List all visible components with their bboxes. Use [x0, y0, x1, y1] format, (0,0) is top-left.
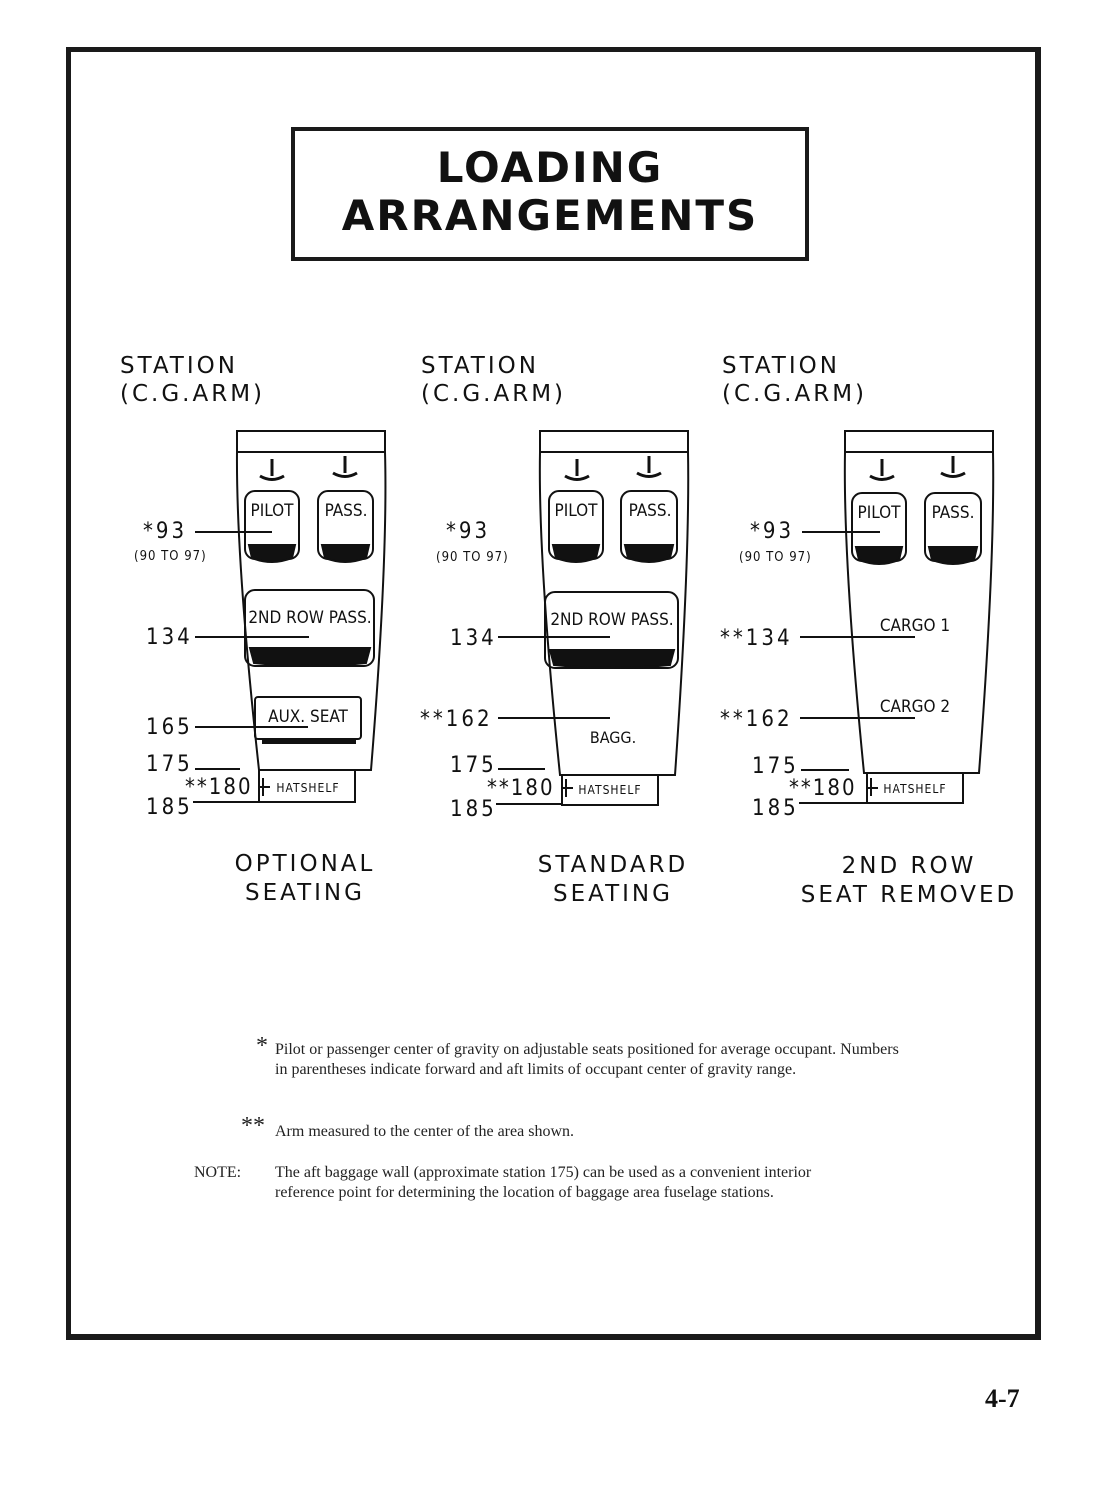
caption-standard	[508, 851, 718, 909]
caption-line: 2ND ROW	[841, 853, 977, 879]
station-165: 165	[146, 715, 193, 740]
seat-label-aux: AUX. SEAT	[268, 707, 348, 727]
station-175: 175	[450, 753, 497, 778]
note-double-star-text: Arm measured to the center of the area shown.	[275, 1123, 574, 1140]
station-162: **162	[720, 707, 793, 732]
bagg-label: BAGG.	[589, 728, 637, 747]
station-185: 185	[752, 796, 799, 821]
station-93: *93	[446, 519, 491, 544]
seat-label-pilot: PILOT	[250, 501, 294, 521]
page-number: 4-7	[985, 1384, 1020, 1413]
fuselage-outline	[540, 431, 688, 775]
note-star-text: Pilot or passenger center of gravity on adjustable seats positioned for average occupant. Numbers in parentheses indicate forward and aft limits of occupant center of gravity range.	[275, 1041, 899, 1078]
station-180: **180	[487, 776, 555, 801]
station-range: (90 TO 97)	[739, 550, 812, 565]
seat-label-pass: PASS.	[324, 501, 368, 521]
station-162: **162	[420, 707, 493, 732]
seat-label-pilot: PILOT	[554, 501, 598, 521]
caption-line: OPTIONAL	[234, 851, 376, 877]
station-heading-line2: (C.G.ARM)	[120, 381, 266, 407]
hatshelf-label: HATSHELF	[883, 782, 947, 796]
caption-line: SEAT REMOVED	[800, 882, 1018, 908]
caption-optional	[205, 850, 405, 908]
double-asterisk-mark: **	[241, 1113, 265, 1139]
caption-line: STANDARD	[537, 852, 689, 878]
station-185: 185	[146, 795, 193, 820]
seat-label-pass: PASS.	[628, 501, 672, 521]
second-row-seat	[545, 592, 678, 668]
station-134: 134	[146, 625, 193, 650]
hatshelf-label: HATSHELF	[276, 781, 340, 795]
yoke-icon	[565, 459, 589, 480]
cargo1-label: CARGO 1	[879, 616, 951, 636]
seat-label-pass: PASS.	[931, 503, 975, 523]
seat-label-second-row: 2ND ROW PASS.	[550, 610, 674, 630]
station-93: *93	[143, 519, 188, 544]
title-line-2: ARRANGEMENTS	[341, 191, 759, 240]
seat-label-second-row: 2ND ROW PASS.	[248, 608, 372, 628]
fuselage-outline	[845, 431, 993, 773]
station-heading-line2: (C.G.ARM)	[722, 381, 868, 407]
yoke-icon	[260, 459, 284, 480]
seat-label-pilot: PILOT	[857, 503, 901, 523]
station-175: 175	[146, 752, 193, 777]
yoke-icon	[333, 456, 357, 477]
yoke-icon	[870, 459, 894, 480]
station-heading-line2: (C.G.ARM)	[421, 381, 567, 407]
caption-removed	[798, 852, 1020, 910]
station-185: 185	[450, 797, 497, 822]
hatshelf-label: HATSHELF	[578, 783, 642, 797]
yoke-icon	[941, 456, 965, 477]
note-label: NOTE:	[194, 1164, 242, 1181]
single-asterisk-mark: *	[256, 1033, 268, 1059]
caption-line: SEATING	[245, 880, 365, 906]
caption-line: SEATING	[553, 881, 673, 907]
station-range: (90 TO 97)	[436, 550, 509, 565]
second-row-seat	[245, 590, 374, 666]
station-180: **180	[789, 776, 857, 801]
station-134: **134	[720, 626, 793, 651]
yoke-icon	[637, 456, 661, 477]
title-line-1: LOADING	[436, 143, 664, 192]
note-text: The aft baggage wall (approximate station 175) can be used as a convenient interior reference point for determining the location of baggage area fuselage stations.	[275, 1164, 812, 1201]
station-175: 175	[752, 754, 799, 779]
station-heading-line1: STATION	[722, 353, 840, 379]
station-range: (90 TO 97)	[134, 549, 207, 564]
station-heading-line1: STATION	[120, 353, 238, 379]
station-180: **180	[185, 775, 253, 800]
station-134: 134	[450, 626, 497, 651]
station-93: *93	[750, 519, 795, 544]
cargo2-label: CARGO 2	[879, 697, 951, 717]
station-heading-line1: STATION	[421, 353, 539, 379]
